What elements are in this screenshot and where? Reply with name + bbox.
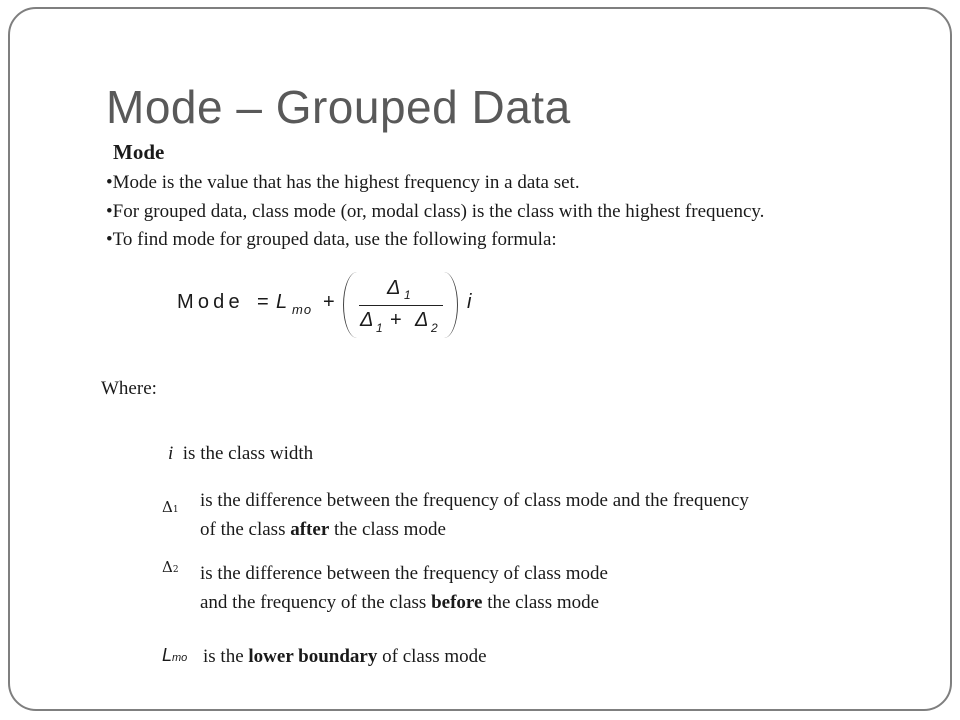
delta1-description-line1: is the difference between the frequency of class mode and the frequency bbox=[200, 490, 749, 511]
lmo-description: is the lower boundary of class mode bbox=[203, 646, 487, 667]
bullet-definition: •Mode is the value that has the highest frequency in a data set. bbox=[106, 172, 580, 193]
lmo-symbol: Lmo bbox=[162, 645, 188, 665]
i-symbol: i bbox=[168, 443, 174, 464]
formula-numerator: Δ bbox=[387, 277, 401, 299]
delta2-symbol: Δ2 bbox=[162, 558, 179, 576]
fraction-bar bbox=[359, 305, 443, 306]
delta1-description-line2: of the class after the class mode bbox=[200, 519, 446, 540]
bullet-formula-intro: •To find mode for grouped data, use the following formula: bbox=[106, 229, 557, 250]
formula-denominator-delta2: Δ bbox=[415, 309, 429, 331]
delta2-subscript: 2 bbox=[172, 565, 179, 575]
right-parenthesis bbox=[443, 272, 458, 338]
mode-formula bbox=[177, 272, 497, 340]
formula-numerator-subscript: 1 bbox=[404, 288, 411, 302]
delta1-symbol: Δ1 bbox=[162, 498, 179, 516]
lmo-subscript: mo bbox=[172, 652, 188, 664]
lmo-keyword: lower boundary bbox=[248, 646, 378, 667]
formula-plus: + bbox=[323, 291, 335, 313]
delta1-subscript: 1 bbox=[172, 505, 179, 515]
formula-multiplier: i bbox=[467, 291, 472, 313]
formula-denominator-delta2-subscript: 2 bbox=[431, 321, 438, 335]
left-parenthesis bbox=[343, 272, 358, 338]
formula-equals: = bbox=[257, 291, 269, 313]
delta2-description-line2: and the frequency of the class before the class mode bbox=[200, 592, 600, 613]
section-heading: Mode bbox=[113, 140, 165, 164]
where-label: Where: bbox=[101, 378, 157, 399]
formula-denominator-delta1-subscript: 1 bbox=[376, 321, 383, 335]
slide-title: Mode – Grouped Data bbox=[106, 81, 571, 133]
formula-lhs: Mode bbox=[177, 291, 244, 313]
delta1-keyword: after bbox=[290, 519, 330, 540]
bullet-grouped-data: •For grouped data, class mode (or, modal class) is the class with the highest frequency. bbox=[106, 201, 765, 222]
formula-denominator-plus: + bbox=[390, 309, 402, 331]
delta2-keyword: before bbox=[431, 592, 483, 613]
formula-L: L bbox=[276, 291, 288, 313]
formula-denominator-delta1: Δ bbox=[360, 309, 374, 331]
i-description: is the class width bbox=[182, 443, 314, 464]
formula-L-subscript: mo bbox=[292, 302, 313, 317]
definition-i bbox=[168, 443, 313, 465]
delta2-description-line1: is the difference between the frequency of class mode bbox=[200, 563, 608, 584]
